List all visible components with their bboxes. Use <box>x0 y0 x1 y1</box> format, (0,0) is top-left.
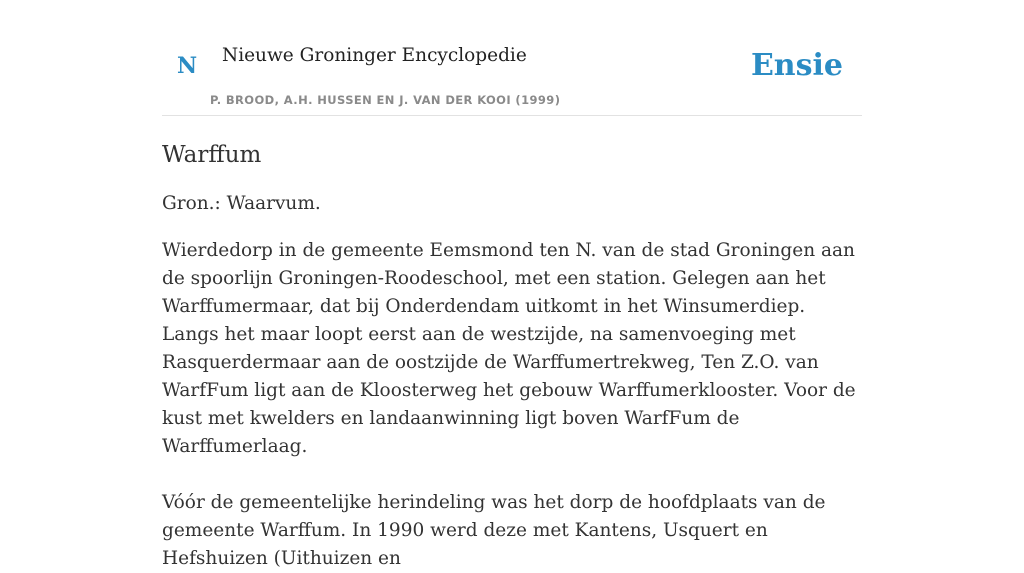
entry-paragraph: Wierdedorp in de gemeente Eemsmond ten N. van de stad Groningen aan de spoorlijn Groningen-Roodeschool, met een station. Gelegen aan het Warffumermaar, dat bij Onderdendam uitkomt in het Winsumerdiep. Langs het maar loopt eerst aan de westzijde, na samenvoeging met Rasquerdermaar aan de oostzijde de Warffumertrekweg, Ten Z.O. van WarfFum ligt aan de Kloosterweg het gebouw Warffumerklooster. Voor de kust met kwelders en landaanwinning ligt boven WarfFum de Warffumerlaag. <box>162 240 856 457</box>
entry-lead: Gron.: Waarvum. <box>162 193 321 214</box>
page <box>162 0 862 573</box>
page-header <box>162 0 862 116</box>
book-title[interactable]: Nieuwe Groninger Encyclopedie <box>222 45 527 66</box>
site-logo[interactable]: Ensie <box>750 48 843 83</box>
entry-content <box>162 116 862 573</box>
entry-title: Warffum <box>162 142 262 168</box>
entry-paragraph: Vóór de gemeentelijke herindeling was het dorp de hoofdplaats van de gemeente Warffum. In 1990 werd deze met Kantens, Usquert en Hefshuizen (Uithuizen en <box>162 492 826 569</box>
book-authors: P. BROOD, A.H. HUSSEN EN J. VAN DER KOOI (1999) <box>210 93 561 107</box>
book-logo-icon[interactable]: N <box>177 53 198 79</box>
